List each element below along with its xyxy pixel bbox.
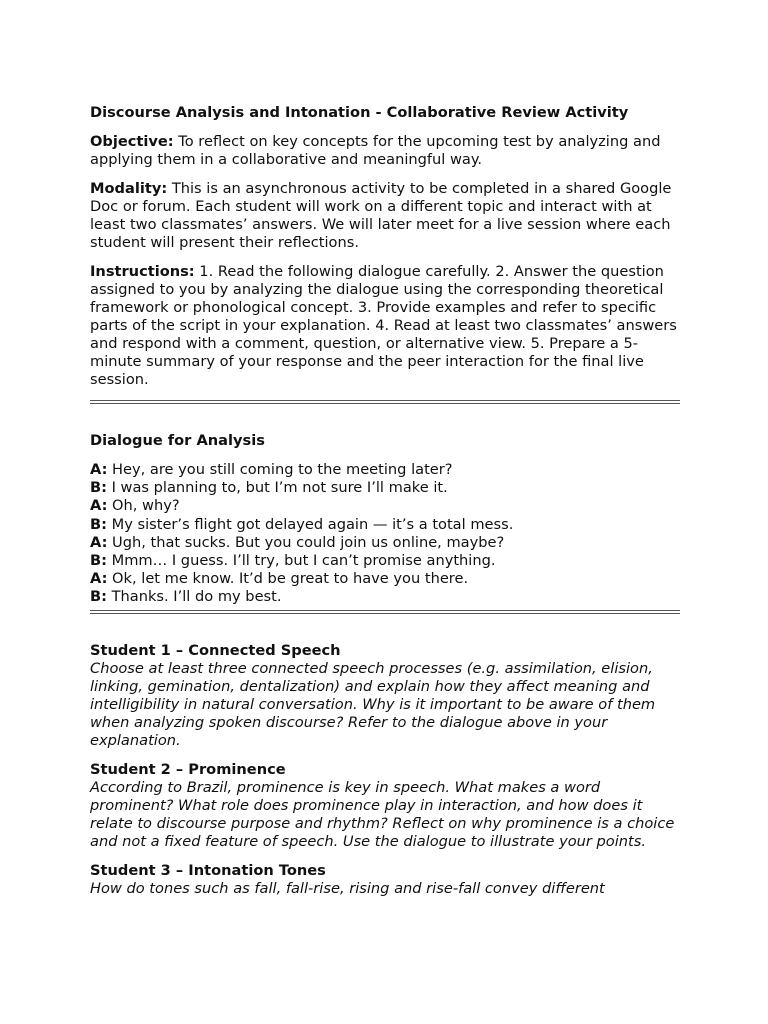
dialogue-line xyxy=(90,552,680,570)
dialogue-line xyxy=(90,588,680,606)
dialogue-block xyxy=(90,461,680,607)
speaker-label: B: xyxy=(90,479,107,497)
dialogue-text: Mmm… I guess. I’ll try, but I can’t promise anything. xyxy=(106,552,496,570)
student-task-title: Student 3 – Intonation Tones xyxy=(90,861,326,879)
document-title: Discourse Analysis and Intonation - Collaborative Review Activity xyxy=(90,104,629,121)
objective-label: Objective: xyxy=(90,133,174,150)
dialogue-line xyxy=(90,461,680,479)
dialogue-text: I was planning to, but I’m not sure I’ll make it. xyxy=(106,479,448,497)
student-task-prompt: According to Brazil, prominence is key in speech. What makes a word prominent? What role does prominence play in interaction, and how does it relate to discourse purpose and rhythm? Reflect on why prominence is a choice and not a fixed feature of speech. Use the dialogue to illustrate your points. xyxy=(90,778,675,850)
instructions-label: Instructions: xyxy=(90,263,195,280)
speaker-label: B: xyxy=(90,552,107,570)
horizontal-divider xyxy=(90,610,680,614)
student-task-2 xyxy=(90,761,680,851)
instructions-text: 1. Read the following dialogue carefully. 2. Answer the question assigned to you by analyzing the dialogue using the corresponding theoretical framework or phonological concept. 3. Provide examples and refer to specific parts of the script in your explanation. 4. Read at least two classmates’ answers and respond with a comment, question, or alternative view. 5. Prepare a 5-minute summary of your response and the peer interaction for the final live session. xyxy=(90,263,677,388)
student-task-prompt: Choose at least three connected speech processes (e.g. assimilation, elision, linking, gemination, dentalization) and explain how they affect meaning and intelligibility in natural conversation. Why is it important to be aware of them when analyzing spoken discourse? Refer to the dialogue above in your explanation. xyxy=(90,659,656,749)
dialogue-text: Ok, let me know. It’d be great to have you there. xyxy=(107,570,469,588)
horizontal-divider xyxy=(90,400,680,404)
dialogue-line xyxy=(90,497,680,515)
student-task-1 xyxy=(90,642,680,750)
dialogue-line xyxy=(90,516,680,534)
objective-paragraph xyxy=(90,133,680,169)
modality-text: This is an asynchronous activity to be completed in a shared Google Doc or forum. Each student will work on a different topic and interact with at least two classmates’ answers. We will later meet for a live session where each student will present their reflections. xyxy=(90,180,672,251)
speaker-label: B: xyxy=(90,515,107,533)
document-content xyxy=(90,104,680,909)
student-task-title: Student 1 – Connected Speech xyxy=(90,641,341,659)
student-task-prompt: How do tones such as fall, fall-rise, rising and rise-fall convey different xyxy=(90,879,605,897)
speaker-label: A: xyxy=(90,570,108,588)
dialogue-line xyxy=(90,570,680,588)
dialogue-line xyxy=(90,534,680,552)
modality-label: Modality: xyxy=(90,180,168,197)
dialogue-text: My sister’s flight got delayed again — it’s a total mess. xyxy=(106,515,514,533)
dialogue-text: Thanks. I’ll do my best. xyxy=(106,588,282,606)
speaker-label: B: xyxy=(90,588,107,606)
student-task-3 xyxy=(90,862,680,898)
instructions-paragraph xyxy=(90,263,680,389)
objective-text: To reflect on key concepts for the upcoming test by analyzing and applying them in a collaborative and meaningful way. xyxy=(90,133,661,168)
speaker-label: A: xyxy=(90,533,108,551)
speaker-label: A: xyxy=(90,461,108,478)
modality-paragraph xyxy=(90,180,680,252)
dialogue-heading: Dialogue for Analysis xyxy=(90,432,265,449)
dialogue-text: Hey, are you still coming to the meeting later? xyxy=(107,461,453,478)
student-task-title: Student 2 – Prominence xyxy=(90,760,286,778)
speaker-label: A: xyxy=(90,497,108,515)
dialogue-line xyxy=(90,479,680,497)
dialogue-text: Ugh, that sucks. But you could join us online, maybe? xyxy=(107,533,505,551)
dialogue-text: Oh, why? xyxy=(107,497,180,515)
